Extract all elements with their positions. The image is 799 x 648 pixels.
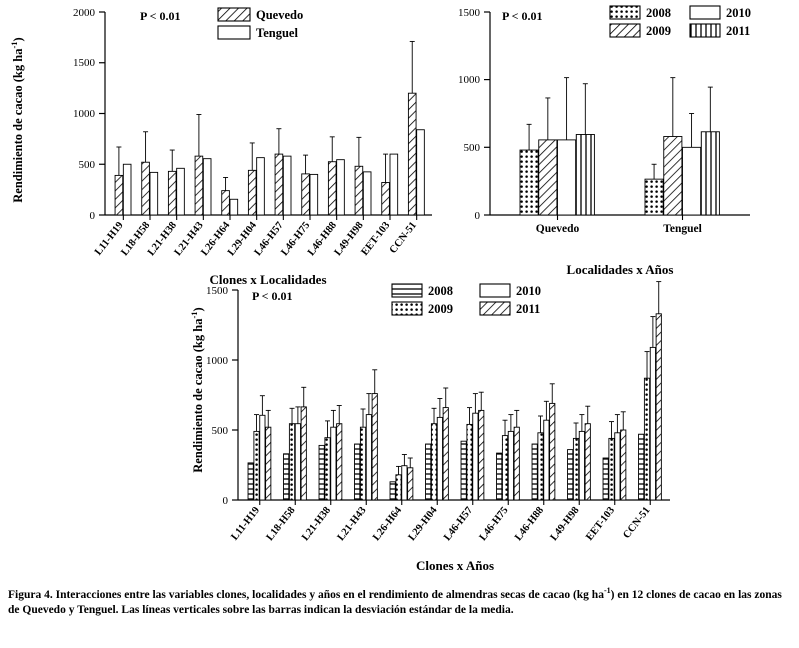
legend-label-2008: 2008	[646, 6, 671, 20]
svg-text:1500: 1500	[458, 7, 480, 19]
bar	[283, 156, 291, 215]
bar	[257, 158, 265, 215]
x-tick-label: L21-H38	[145, 220, 180, 259]
bar	[408, 468, 413, 500]
bar	[467, 424, 472, 500]
bar	[115, 175, 123, 215]
panel-a-x-tick-labels	[93, 215, 419, 258]
bar	[639, 434, 644, 500]
x-tick-label: L26-H64	[199, 220, 233, 259]
x-tick-label: EET-103	[359, 220, 393, 258]
bar	[337, 160, 345, 215]
bar	[295, 424, 300, 500]
bar	[576, 134, 594, 215]
svg-text:1000: 1000	[206, 355, 228, 367]
bar	[497, 453, 502, 500]
panel-c-legend	[392, 284, 541, 316]
panel-b-x-tick-labels	[536, 215, 702, 235]
bar	[203, 159, 211, 215]
svg-text:0: 0	[89, 210, 95, 222]
bar	[550, 403, 555, 500]
caption-line-3: de la media.	[454, 604, 514, 617]
panel-b-significance-annotation: P < 0.01	[502, 9, 543, 23]
bar	[650, 347, 655, 500]
bar	[417, 130, 425, 215]
legend-label-quevedo: Quevedo	[256, 8, 304, 22]
caption-line-1: Figura 4. Interacciones entre las variables clones, localidades y años en el rendimiento de almendras secas de cacao (kg ha	[8, 588, 604, 601]
panel-a-x-axis-label: Clones x Localidades	[209, 272, 327, 287]
x-tick-label: L49-H98	[548, 505, 582, 544]
legend-swatch-2011	[690, 24, 720, 37]
bar	[275, 154, 283, 215]
bar	[479, 410, 484, 500]
x-tick-label: L11-H19	[229, 505, 263, 543]
bar	[289, 424, 294, 500]
bar	[579, 431, 584, 500]
panel-clones-x-localidades	[0, 0, 440, 290]
figure-caption	[8, 586, 792, 619]
bar	[621, 430, 626, 500]
bar	[331, 427, 336, 500]
bar	[514, 427, 519, 500]
x-tick-label: L46-H75	[279, 220, 313, 259]
legend-swatch-2010	[480, 284, 510, 297]
bar	[355, 444, 360, 500]
svg-text:1500: 1500	[206, 285, 228, 297]
bar	[123, 164, 131, 215]
bar	[301, 407, 306, 500]
bar	[443, 408, 448, 500]
panel-c-x-tick-labels	[229, 500, 652, 543]
x-tick-label: L18-H58	[119, 220, 153, 259]
panel-c-svg	[180, 278, 680, 578]
x-tick-label: L46-H57	[442, 505, 476, 544]
panel-c-y-axis-label	[189, 307, 205, 472]
panel-c-bars	[248, 282, 661, 500]
legend-label-tenguel: Tenguel	[256, 26, 298, 40]
panel-b-y-ticks	[458, 7, 490, 222]
bar	[396, 475, 401, 500]
x-tick-label: CCN-51	[621, 505, 653, 541]
bar	[644, 378, 649, 500]
caption-line-1b: )	[610, 588, 615, 601]
x-tick-label: Quevedo	[535, 223, 580, 235]
bar	[150, 172, 158, 215]
panel-a-y-ticks	[73, 7, 105, 222]
x-tick-label: L21-H43	[172, 220, 206, 259]
x-tick-label: L18-H58	[264, 505, 298, 544]
panel-c-significance-annotation: P < 0.01	[252, 289, 293, 303]
bar	[222, 191, 230, 215]
panel-clones-x-anos	[180, 278, 680, 578]
x-tick-label: Tenguel	[663, 223, 702, 235]
bar	[284, 454, 289, 500]
bar	[337, 424, 342, 500]
x-tick-label: CCN-51	[387, 220, 420, 256]
panel-c-x-axis-label: Clones x Años	[415, 558, 495, 573]
bar	[508, 431, 513, 500]
bar	[568, 450, 573, 500]
svg-text:500: 500	[463, 142, 480, 154]
legend-label-2009: 2009	[646, 24, 671, 38]
bar	[585, 424, 590, 500]
x-tick-label: L46-H75	[477, 505, 511, 544]
bar	[390, 154, 398, 215]
x-tick-label: L46-H88	[513, 505, 547, 544]
svg-text:1500: 1500	[73, 57, 95, 69]
bar	[656, 314, 661, 500]
bar	[363, 172, 371, 215]
svg-text:500: 500	[78, 159, 95, 171]
panel-b-x-axis-label: Localidades x Años	[566, 262, 674, 277]
bar	[195, 156, 203, 215]
x-tick-label: L21-H43	[335, 505, 369, 544]
bar	[683, 147, 701, 215]
legend-swatch-2008	[392, 284, 422, 297]
bar	[701, 132, 719, 215]
bar	[168, 171, 176, 215]
bar	[532, 444, 537, 500]
bar	[230, 199, 238, 215]
x-tick-label: L29-H04	[225, 220, 260, 259]
bar	[402, 466, 407, 500]
bar	[645, 179, 663, 215]
x-tick-label: L29-H04	[406, 505, 440, 544]
panel-a-bars	[115, 41, 424, 215]
bar	[266, 427, 271, 500]
bar	[431, 424, 436, 500]
bar	[248, 170, 256, 215]
svg-text:Rendimiento de cacao (kg ha-1): Rendimiento de cacao (kg $ha^{-1}$)	[9, 37, 25, 203]
svg-text:0: 0	[222, 495, 228, 507]
bar	[408, 93, 416, 215]
svg-text:2000: 2000	[73, 7, 95, 19]
x-tick-label: L11-H19	[92, 220, 126, 258]
caption-line-2: en 12 clones de cacao en las zonas de Quevedo y Tenguel. Las líneas verticales sobre las barras indican la desviación estándar	[8, 588, 782, 617]
bar	[473, 413, 478, 500]
legend-swatch-2010	[690, 6, 720, 19]
bar	[544, 420, 549, 500]
caption-sup: -1	[603, 586, 611, 595]
panel-a-svg	[0, 0, 440, 290]
bar	[355, 166, 363, 215]
legend-label-2011: 2011	[516, 302, 541, 316]
legend-swatch-quevedo	[218, 8, 250, 21]
bar	[360, 427, 365, 500]
bar	[538, 433, 543, 500]
legend-swatch-2009	[610, 24, 640, 37]
bar	[319, 445, 324, 500]
bar	[302, 174, 310, 215]
legend-swatch-2008	[610, 6, 640, 19]
legend-swatch-2009	[392, 302, 422, 315]
bar	[260, 415, 265, 500]
bar	[603, 458, 608, 500]
panel-c-y-ticks	[206, 285, 238, 507]
bar	[520, 150, 538, 215]
bar	[615, 433, 620, 500]
panel-a-significance-annotation: P < 0.01	[140, 9, 181, 23]
bar	[609, 438, 614, 500]
legend-label-2011: 2011	[726, 24, 751, 38]
bar	[310, 174, 318, 215]
svg-text:1000: 1000	[73, 108, 95, 120]
legend-label-2009: 2009	[428, 302, 453, 316]
x-tick-label: L21-H38	[300, 505, 334, 544]
bar	[366, 415, 371, 500]
legend-label-2008: 2008	[428, 284, 453, 298]
bar	[328, 162, 336, 215]
bar	[426, 444, 431, 500]
bar	[142, 162, 150, 215]
x-tick-label: L26-H64	[371, 505, 405, 544]
x-tick-label: L46-H88	[305, 220, 340, 259]
legend-label-2010: 2010	[726, 6, 751, 20]
bar	[382, 183, 390, 215]
bar	[390, 482, 395, 500]
panel-b-bars	[520, 78, 719, 215]
panel-b-svg	[440, 0, 799, 290]
svg-text:0: 0	[474, 210, 480, 222]
bar	[502, 436, 507, 500]
bar	[254, 431, 259, 500]
legend-swatch-tenguel	[218, 26, 250, 39]
bar	[539, 140, 557, 215]
legend-swatch-2011	[480, 302, 510, 315]
x-tick-label: L49-H98	[332, 220, 366, 259]
bar	[573, 438, 578, 500]
bar	[558, 140, 576, 215]
panel-localidades-x-anos	[440, 0, 799, 290]
legend-label-2010: 2010	[516, 284, 541, 298]
bar	[248, 463, 253, 500]
svg-text:500: 500	[211, 425, 228, 437]
panel-a-legend	[218, 8, 303, 40]
bar	[461, 441, 466, 500]
panel-a-y-axis-label	[9, 37, 25, 202]
bar	[437, 417, 442, 500]
svg-text:1000: 1000	[458, 74, 480, 86]
svg-text:Rendimiento de cacao (kg ha-1): Rendimiento de cacao (kg $ha^{-1}$)	[189, 307, 205, 473]
bar	[664, 137, 682, 215]
x-tick-label: L46-H57	[252, 220, 286, 259]
panel-b-legend	[610, 6, 751, 38]
x-tick-label: EET-103	[584, 505, 618, 543]
bar	[177, 168, 185, 215]
bar	[372, 394, 377, 500]
bar	[325, 438, 330, 500]
